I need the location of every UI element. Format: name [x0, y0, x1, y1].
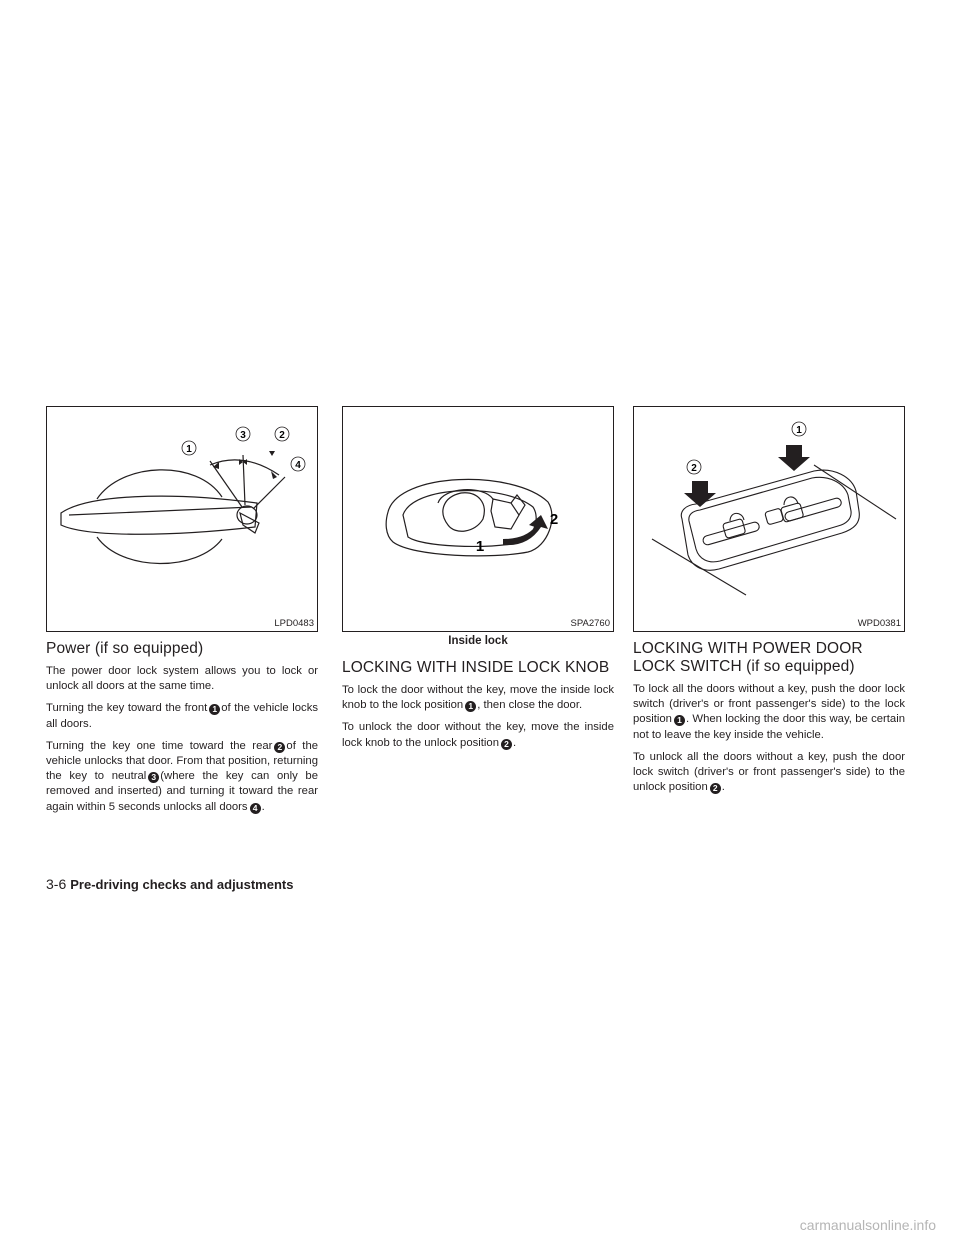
paragraph-text: . [513, 736, 517, 749]
paragraph-text: To unlock all the doors without a key, push the door lock switch (driver's or front passenger's side) to the unlock position [633, 750, 905, 794]
page-footer [46, 876, 293, 892]
body-text [633, 682, 905, 795]
inside-lock-illustration [343, 407, 613, 631]
paragraph [46, 701, 318, 731]
lock-switch-illustration [634, 407, 904, 631]
paragraph [46, 739, 318, 815]
callout-number: 4 [250, 803, 261, 814]
paragraph-text: To lock all the doors without a key, push the door lock switch (driver's or front passenger's side) to the lock position [633, 683, 905, 726]
paragraph [633, 750, 905, 796]
paragraph-text: Turning the key toward the front [46, 702, 208, 715]
column-power-lock [46, 406, 318, 822]
figure-label-3: 3 [240, 430, 246, 441]
section-heading: LOCKING WITH INSIDE LOCK KNOB [342, 659, 610, 676]
body-text [342, 683, 614, 751]
figure-label-1: 1 [475, 538, 485, 555]
section-title: Pre-driving checks and adjustments [70, 877, 294, 892]
figure-label-4: 4 [295, 460, 301, 471]
figure-door-handle-key [46, 406, 318, 632]
section-heading: LOCKING WITH POWER DOOR LOCK SWITCH (if so equipped) [633, 640, 863, 675]
figure-inside-lock [342, 406, 614, 632]
column-inside-lock-knob [342, 406, 614, 758]
door-handle-key-illustration [47, 407, 317, 631]
paragraph-text: To unlock the door without the key, move the inside lock knob to the unlock position [342, 721, 614, 749]
paragraph-text: The power door lock system allows you to lock or unlock all doors at the same time. [46, 665, 318, 693]
callout-number: 2 [501, 739, 512, 750]
paragraph-text: . When locking the door this way, be certain not to leave the key inside the vehicle. [633, 713, 905, 741]
figure-label-1: 1 [186, 444, 192, 455]
paragraph [633, 682, 905, 743]
callout-number: 2 [710, 783, 721, 794]
body-text [46, 664, 318, 815]
figure-code: WPD0381 [857, 618, 901, 629]
paragraph [342, 683, 614, 713]
paragraph-text: of the vehicle locks all doors. [46, 702, 318, 730]
callout-number: 1 [674, 715, 685, 726]
paragraph [46, 664, 318, 694]
figure-label-2: 2 [691, 463, 697, 474]
watermark: carmanualsonline.info [799, 1217, 936, 1233]
paragraph-text: Turning the key one time toward the rear [46, 739, 273, 752]
paragraph-text: To lock the door without the key, move the inside lock knob to the lock position [342, 684, 614, 712]
callout-number: 2 [274, 742, 285, 753]
section-heading: Power (if so equipped) [46, 640, 204, 657]
paragraph-text: (where the key can only be removed and inserted) and turning it toward the rear again within 5 seconds unlocks all doors [46, 770, 318, 813]
figure-code: SPA2760 [570, 618, 610, 629]
column-power-lock-switch [633, 406, 905, 802]
figure-label-1: 1 [796, 425, 802, 436]
figure-label-2: 2 [279, 430, 285, 441]
figure-caption: Inside lock [448, 635, 508, 647]
paragraph [342, 720, 614, 750]
figure-label-2: 2 [549, 511, 559, 528]
page-number: 3-6 [46, 876, 67, 892]
callout-number: 3 [148, 772, 159, 783]
paragraph-text: . [261, 800, 265, 813]
paragraph-text: . [721, 781, 725, 794]
figure-code: LPD0483 [274, 618, 314, 629]
figure-lock-switch [633, 406, 905, 632]
paragraph-text: of the vehicle unlocks that door. From that position, returning the key to neutral [46, 739, 319, 783]
callout-number: 1 [209, 704, 220, 715]
paragraph-text: , then close the door. [477, 699, 583, 712]
callout-number: 1 [465, 701, 476, 712]
